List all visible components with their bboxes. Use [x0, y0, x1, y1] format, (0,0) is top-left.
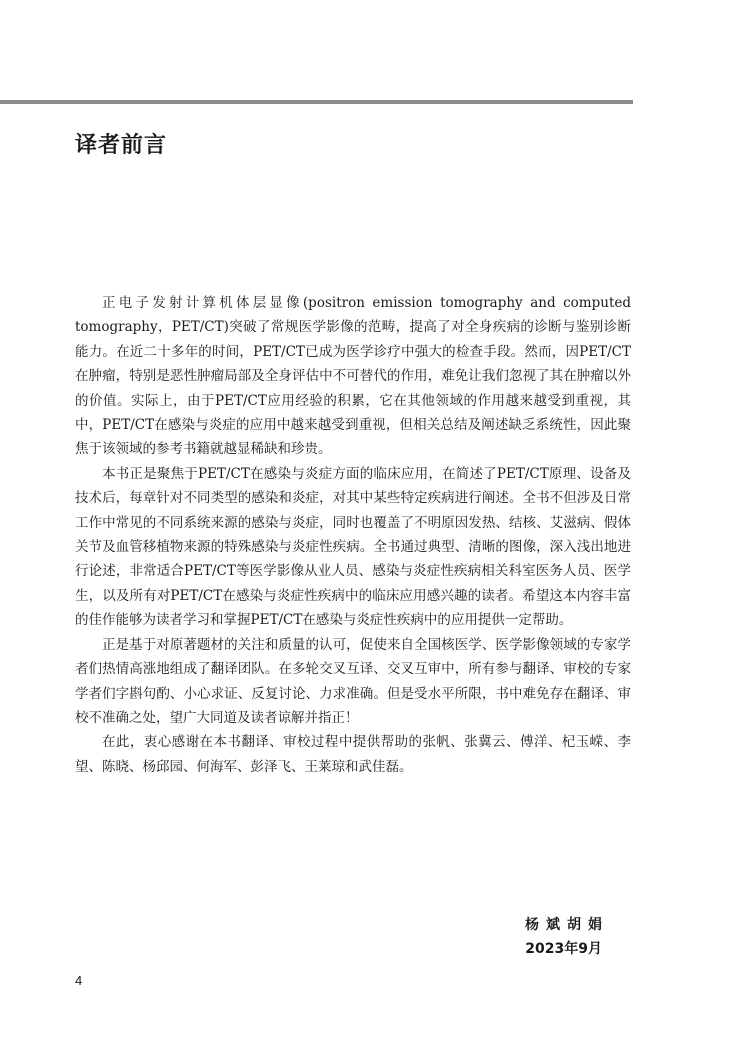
header-rule [0, 100, 633, 104]
signature-names: 杨斌胡娟 [525, 917, 609, 933]
paragraph-translation-team: 正是基于对原著题材的关注和质量的认可，促使来自全国核医学、医学影像领域的专家学者们热情高涨地组成了翻译团队。在多轮交叉互译、交叉互审中，所有参与翻译、审校的专家学者们字斟句酌、小心求证、反复讨论、力求准确。但是受水平所限，书中难免存在翻译、审校不准确之处，望广大同道及读者谅解并指正！ [75, 636, 631, 726]
paragraph-book-focus: 本书正是聚焦于PET/CT在感染与炎症方面的临床应用，在简述了PET/CT原理、设备及技术后，每章针对不同类型的感染和炎症，对其中某些特定疾病进行阐述。全书不但涉及日常工作中常见的不同系统来源的感染与炎症，同时也覆盖了不明原因发热、结核、艾滋病、假体关节及血管移植物来源的特殊感染与炎症性疾病。全书通过典型、清晰的图像，深入浅出地进行论述，非常适合PET/CT等医学影像从业人员、感染与炎症性疾病相关科室医务人员、医学生，以及所有对PET/CT在感染与炎症性疾病中的临床应用感兴趣的读者。希望这本内容丰富的佳作能够为读者学习和掌握PET/CT在感染与炎症性疾病中的应用提供一定帮助。 [75, 465, 631, 629]
paragraph-acknowledgements: 在此，衷心感谢在本书翻译、审校过程中提供帮助的张帆、张冀云、傅洋、杞玉嵘、李望、陈晓、杨邱园、何海军、彭泽飞、王莱琼和武佳磊。 [75, 734, 631, 775]
page-title: 译者前言 [75, 133, 168, 158]
paragraph-intro: 正电子发射计算机体层显像(positron emission tomography and computed tomography，PET/CT)突破了常规医学影像的范畴，提高了对全身疾病的诊断与鉴别诊断能力。在近二十多年的时间，PET/CT已成为医学诊疗中强大的检查手段。然而，因PET/CT在肿瘤，特别是恶性肿瘤局部及全身评估中不可替代的作用，难免让我们忽视了其在肿瘤以外的价值。实际上，由于PET/CT应用经验的积累，它在其他领域的作用越来越受到重视，其中，PET/CT在感染与炎症的应用中越来越受到重视，但相关总结及阐述缺乏系统性，因此聚焦于该领域的参考书籍就越显稀缺和珍贵。 [75, 295, 631, 458]
page-number: 4 [75, 973, 83, 988]
body-text [75, 291, 631, 779]
signature-date: 2023年9月 [525, 941, 602, 957]
signature-block [525, 913, 609, 961]
